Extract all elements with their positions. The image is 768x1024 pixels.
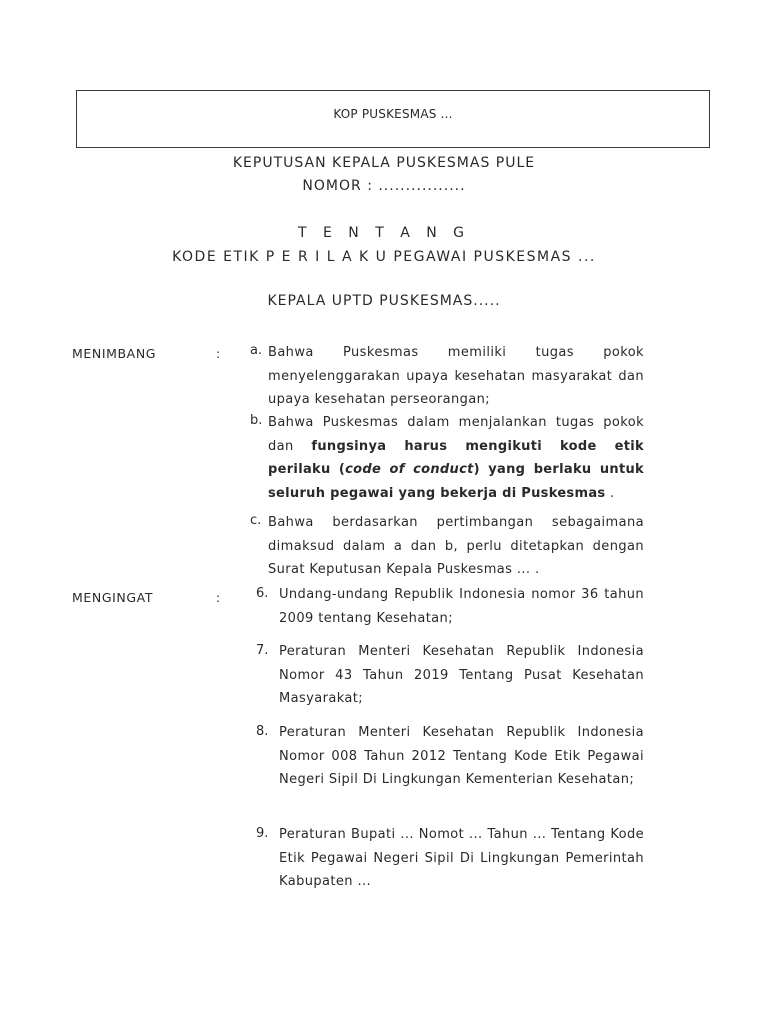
decree-subject: KODE ETIK P E R I L A K U PEGAWAI PUSKESMAS ... [172,249,596,265]
menimbang-item-a-marker: a. [250,343,263,358]
menimbang-item-b-end: . [605,485,615,501]
menimbang-item-b-marker: b. [250,413,263,428]
menimbang-item-b-bold: fungsinya harus mengikuti kode etik perilaku ( [268,438,644,477]
mengingat-label: MENGINGAT [72,590,154,605]
decree-issuer: KEPALA UPTD PUSKESMAS..... [267,293,501,309]
menimbang-item-c-text: Bahwa berdasarkan pertimbangan sebagaimana dimaksud dalam a dan b, perlu ditetapkan dengan Surat Keputusan Kepala Puskesmas ... . [268,515,644,577]
menimbang-colon: : [216,346,221,361]
decree-title: KEPUTUSAN KEPALA PUSKESMAS PULE [232,155,536,171]
tentang-heading: T E N T A N G [297,225,471,241]
menimbang-item-b-italic: code of conduct [345,462,474,477]
decree-number: NOMOR : ................ [302,178,466,194]
menimbang-item-b-bold-end: ) yang berlaku untuk seluruh pegawai yang bekerja di Puskesmas [268,462,644,501]
letterhead-text: KOP PUSKESMAS ... [333,107,453,121]
letterhead-box [76,90,710,148]
mengingat-item-8-text: Peraturan Menteri Kesehatan Republik Indonesia Nomor 008 Tahun 2012 Tentang Kode Etik Pegawai Negeri Sipil Di Lingkungan Kementerian Kesehatan; [279,725,644,787]
menimbang-item-c-marker: c. [250,513,262,528]
menimbang-item-b-text [268,411,644,505]
menimbang-item-a-text: Bahwa Puskesmas memiliki tugas pokok menyelenggarakan upaya kesehatan masyarakat dan upaya kesehatan perseorangan; [268,345,644,407]
mengingat-item-8-marker: 8. [256,724,269,739]
mengingat-item-9-text: Peraturan Bupati ... Nomot ... Tahun ... Tentang Kode Etik Pegawai Negeri Sipil Di Lingkungan Pemerintah Kabupaten ... [279,827,644,889]
mengingat-item-6-marker: 6. [256,586,269,601]
mengingat-item-7-text: Peraturan Menteri Kesehatan Republik Indonesia Nomor 43 Tahun 2019 Tentang Pusat Kesehatan Masyarakat; [279,644,644,706]
mengingat-colon: : [216,590,221,605]
menimbang-label: MENIMBANG [72,346,157,361]
mengingat-item-6-text: Undang-undang Republik Indonesia nomor 36 tahun 2009 tentang Kesehatan; [279,587,644,626]
mengingat-item-9-marker: 9. [256,826,269,841]
mengingat-item-7-marker: 7. [256,643,269,658]
menimbang-item-b-plain: Bahwa Puskesmas dalam menjalankan tugas pokok dan [268,415,644,454]
